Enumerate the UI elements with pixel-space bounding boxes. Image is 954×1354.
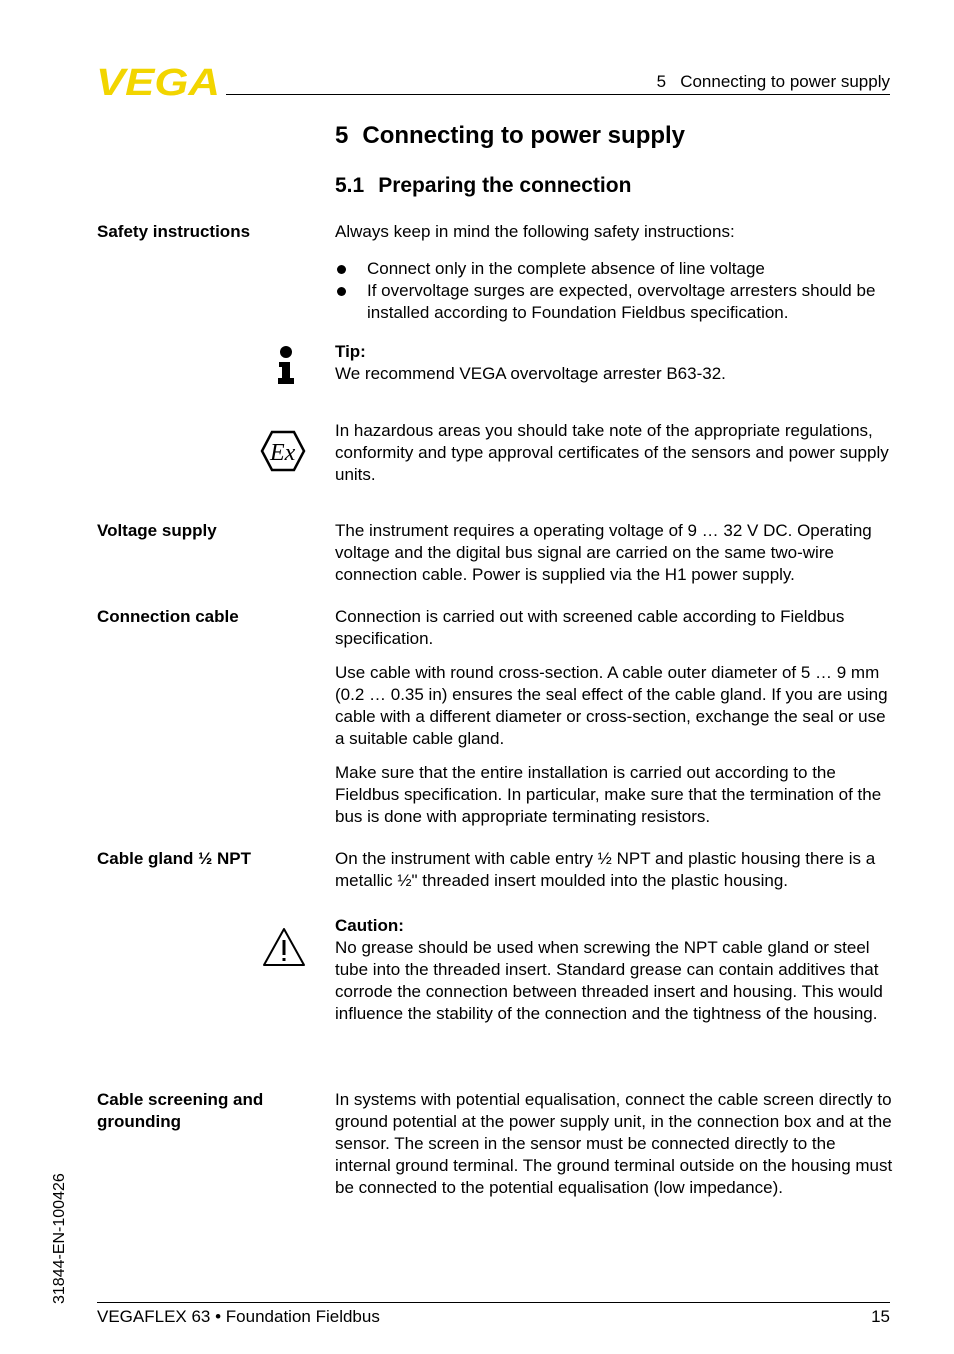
section-number: 5.1 bbox=[335, 174, 365, 197]
caution-heading: Caution: bbox=[335, 916, 404, 935]
footer-rule bbox=[97, 1302, 890, 1303]
voltage-text: The instrument requires a operating voltage of 9 … 32 V DC. Operating voltage and the digital bus signal are carried on the same two-wire connection cable. Power is supplied via the H1 power supply. bbox=[335, 521, 872, 584]
tip-heading: Tip: bbox=[335, 342, 366, 361]
header-rule bbox=[226, 94, 890, 95]
tip-text: We recommend VEGA overvoltage arrester B63-32. bbox=[335, 364, 726, 383]
screening-label: Cable screening and grounding bbox=[97, 1090, 264, 1131]
info-icon bbox=[274, 345, 298, 385]
gland-text: On the instrument with cable entry ½ NPT and plastic housing there is a metallic ½" threaded insert moulded into the plastic housing. bbox=[335, 849, 876, 890]
cable-para-1: Connection is carried out with screened cable according to Fieldbus specification. bbox=[335, 607, 845, 648]
vega-logo bbox=[96, 64, 220, 98]
list-item: Connect only in the complete absence of line voltage bbox=[335, 258, 895, 280]
svg-text:Ex: Ex bbox=[270, 440, 296, 466]
safety-intro: Always keep in mind the following safety instructions: bbox=[335, 222, 735, 241]
voltage-label: Voltage supply bbox=[97, 521, 217, 540]
safety-label: Safety instructions bbox=[97, 222, 251, 241]
tip-block bbox=[335, 341, 895, 385]
warning-icon bbox=[261, 926, 307, 968]
running-header: 5 Connecting to power supply bbox=[656, 72, 890, 91]
chapter-heading bbox=[335, 122, 685, 150]
chapter-number: 5 bbox=[335, 122, 349, 149]
screening-text: In systems with potential equalisation, connect the cable screen directly to ground potential at the power supply unit, in the connection box and at the sensor. The screen in the sensor must be connected directly to the internal ground terminal. The ground terminal outside on the housing must be connected to the potential equalisation (low impedance). bbox=[335, 1090, 893, 1197]
footer-product: VEGAFLEX 63 • Foundation Fieldbus bbox=[97, 1307, 380, 1326]
section-title: Preparing the connection bbox=[378, 174, 632, 197]
caution-text: No grease should be used when screwing the NPT cable gland or steel tube into the threaded insert. Standard grease can contain additives that corrode the connection between threaded insert and housing. This would influence the stability of the connection and the tightness of the housing. bbox=[335, 938, 883, 1023]
section-heading bbox=[335, 174, 631, 198]
caution-block bbox=[335, 915, 895, 1025]
document-number: 31844-EN-100426 bbox=[51, 1173, 68, 1304]
cable-label: Connection cable bbox=[97, 607, 239, 626]
cable-para-2: Use cable with round cross-section. A cable outer diameter of 5 … 9 mm (0.2 … 0.35 in) ensures the seal effect of the cable gland. If you are using cable with a different diameter or cross-section, exchange the seal or use a suitable cable gland. bbox=[335, 663, 888, 748]
svg-text:VEGA: VEGA bbox=[96, 64, 220, 98]
gland-label: Cable gland ½ NPT bbox=[97, 849, 251, 868]
list-item: If overvoltage surges are expected, overvoltage arresters should be installed according to Foundation Fieldbus specification. bbox=[335, 280, 895, 324]
chapter-title: Connecting to power supply bbox=[362, 122, 686, 149]
ex-hazard-icon bbox=[260, 430, 306, 472]
safety-list bbox=[335, 258, 895, 324]
cable-para-3: Make sure that the entire installation is carried out according to the Fieldbus specification. In particular, make sure that the termination of the bus is done with appropriate terminating resistors. bbox=[335, 763, 882, 826]
ex-note: In hazardous areas you should take note of the appropriate regulations, conformity and type approval certificates of the sensors and power supply units. bbox=[335, 421, 889, 484]
page-number: 15 bbox=[871, 1307, 890, 1326]
